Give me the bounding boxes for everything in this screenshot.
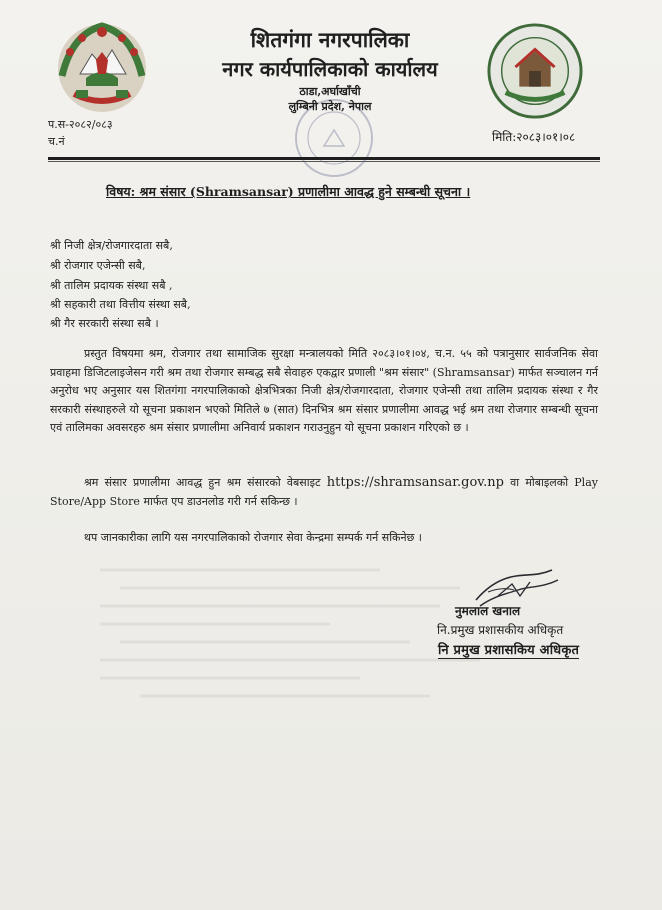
header-divider-thin xyxy=(48,161,600,162)
header-divider xyxy=(48,157,600,160)
addressee-line: श्री निजी क्षेत्र/रोजगारदाता सबै, xyxy=(50,239,173,252)
municipality-name: शितगंगा नगरपालिका xyxy=(250,27,410,52)
signatory-title: नि.प्रमुख प्रशासकीय अधिकृत xyxy=(437,623,564,637)
body-paragraph-3: थप जानकारीका लागि यस नगरपालिकाको रोजगार सेवा केन्द्रमा सम्पर्क गर्न सकिनेछ । xyxy=(84,531,422,544)
signatory-title-stamp: नि प्रमुख प्रशासकिय अधिकृत xyxy=(438,640,579,659)
body-paragraph-1: प्रस्तुत विषयमा श्रम, रोजगार तथा सामाजिक सुरक्षा मन्त्रालयको मिति २०८३।०१।०४, च.न. ५५ को पत्रानुसार सार्वजनिक सेवा प्रवाहमा डिजिटलाइजेसन गरी श्रम तथा रोजगार सम्बद्ध सबै सेवाहरु एकद्वार प्रणाली "श्रम संसार" (Shramsansar) मार्फत सञ्चालन गर्न अनुरोध भए अनुसार यस शितगंगा नगरपालिकाको क्षेत्रभित्रका निजी क्षेत्र/रोजगारदाता, रोजगार एजेन्सी तथा तालिम प्रदायक संस्था र गैर सरकारी संस्थाहरुले यो सूचना प्रकाशन भएको मितिले ७ (सात) दिनभित्र श्रम संसार प्रणालीमा आवद्ध भई श्रम तथा रोजगार सम्बन्धी सूचना एवं तालिमका अवसरहरु श्रम संसार प्रणालीमा अनिवार्य प्रकाशन गराउनुहुन यो सूचना प्रकाशन गरिएको छ । xyxy=(50,347,599,434)
reference-number: प.स-२०८२/०८३ xyxy=(48,118,113,131)
letter-date: मिति:२०८३।०१।०८ xyxy=(492,130,576,144)
office-name: नगर कार्यपालिकाको कार्यालय xyxy=(222,57,438,81)
dispatch-number: च.नं xyxy=(48,135,65,148)
address-line-2: लुम्बिनी प्रदेश, नेपाल xyxy=(288,100,372,113)
paragraph-2-end: मार्फत एप डाउनलोड गरी गर्न सकिन्छ । xyxy=(143,494,298,508)
signatory-name: नुमलाल खनाल xyxy=(455,604,521,618)
addressee-line: श्री तालिम प्रदायक संस्था सबै , xyxy=(50,279,173,292)
nepal-emblem-icon xyxy=(52,16,152,116)
address-line-1: ठाडा,अर्घाखाँची xyxy=(299,85,361,98)
website-link[interactable]: https://shramsansar.gov.np xyxy=(326,475,504,490)
subject-line: विषय: श्रम संसार (Shramsansar) प्रणालीमा आवद्ध हुने सम्बन्धी सूचना । xyxy=(106,184,471,199)
municipality-seal-icon xyxy=(486,22,584,120)
body-paragraph-2 xyxy=(50,474,598,511)
app-store-text: Play Store/App Store xyxy=(50,476,598,508)
paragraph-2-intro: श्रम संसार प्रणालीमा आवद्ध हुन श्रम संसारको वेबसाइट xyxy=(84,476,321,489)
addressee-line: श्री रोजगार एजेन्सी सबै, xyxy=(50,259,146,272)
addressee-line: श्री गैर सरकारी संस्था सबै । xyxy=(50,317,159,330)
paragraph-2-mid: वा मोबाइलको xyxy=(510,476,569,489)
addressee-line: श्री सहकारी तथा वित्तीय संस्था सबै, xyxy=(50,298,191,311)
